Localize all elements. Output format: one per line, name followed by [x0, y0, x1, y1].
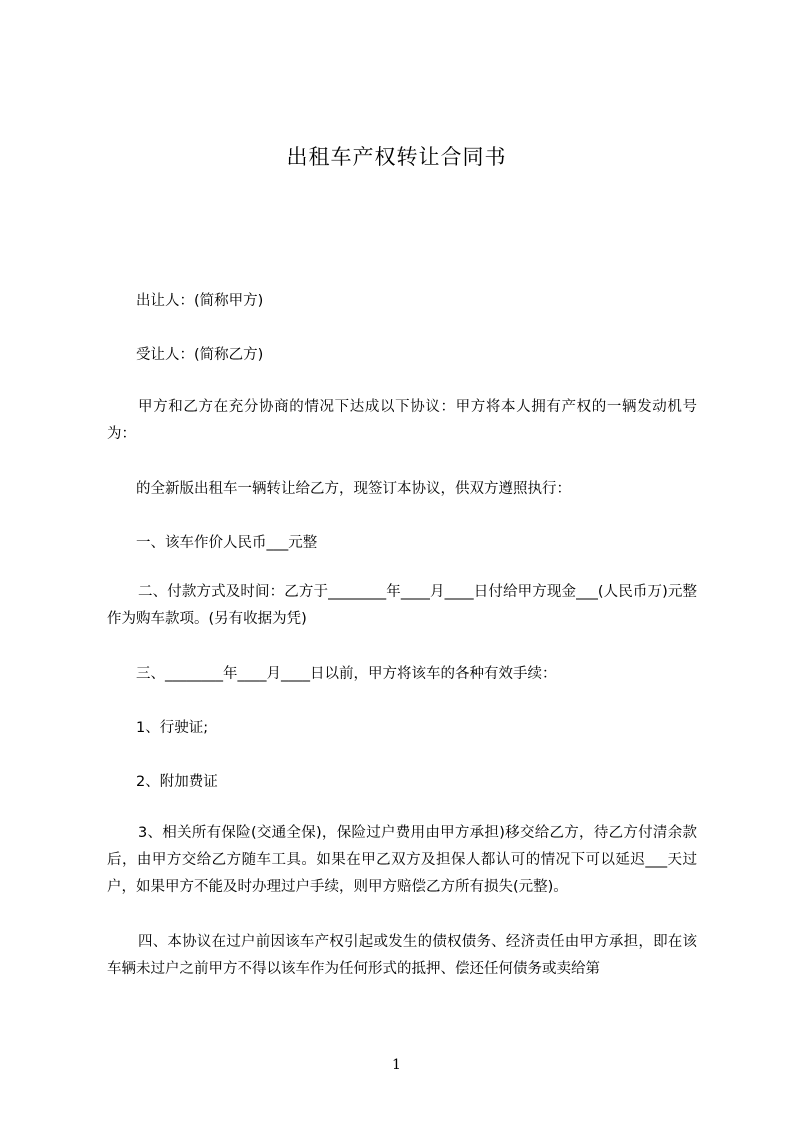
- list-item-insurance: 3、相关所有保险(交通全保)，保险过户费用由甲方承担)移交给乙方，待乙方付清余款后，由甲方交给乙方随车工具。如果在甲乙双方及担保人都认可的情况下可以延迟___天过户，如果甲方不能及时办理过户手续，则甲方赔偿乙方所有损失(元整)。: [107, 825, 697, 895]
- clause-1: 一、该车作价人民币___元整: [136, 535, 318, 551]
- list-item-license: 1、行驶证;: [136, 720, 209, 736]
- transferor-line: 出让人：(简称甲方): [136, 293, 264, 309]
- intro-paragraph: 甲方和乙方在充分协商的情况下达成以下协议：甲方将本人拥有产权的一辆发动机号为：: [107, 399, 697, 442]
- page-number: 1: [392, 1057, 401, 1073]
- transferee-line: 受让人：(简称乙方): [136, 347, 264, 363]
- list-item-surcharge-certificate: 2、附加费证: [136, 774, 218, 790]
- clause-2: 二、付款方式及时间：乙方于________年____月____日付给甲方现金___(人民币万)元整作为购车款项。(另有收据为凭): [107, 584, 697, 627]
- document-title: 出租车产权转让合同书: [286, 145, 507, 169]
- clause-3: 三、________年____月____日以前，甲方将该车的各种有效手续：: [136, 666, 557, 682]
- clause-4: 四、本协议在过户前因该车产权引起或发生的债权债务、经济责任由甲方承担，即在该车辆未过户之前甲方不得以该车作为任何形式的抵押、偿还任何债务或卖给第: [107, 934, 697, 977]
- transfer-statement: 的全新版出租车一辆转让给乙方，现签订本协议，供双方遵照执行：: [136, 481, 571, 497]
